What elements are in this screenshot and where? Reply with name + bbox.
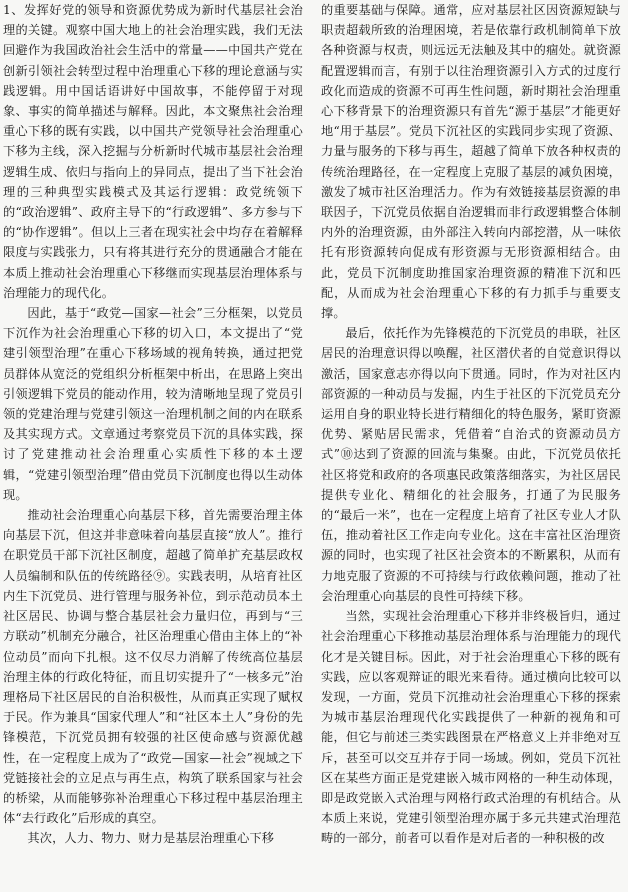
paragraph: 当然，实现社会治理重心下移并非终极旨归，通过社会治理重心下移推动基层治理体系与治理能力的现代化才是关键目标。因此，对于社会治理重心下移的既有实践，应以客观辩证的眼光来看待。通过横向比较可以发现，一方面，党员下沉推动社会治理重心下移的探索为城市基层治理现代化实践提供了一种新的视角和可能，但它与前述三类实践图景在严格意义上并非绝对互斥，甚至可以交互并存于同一场域。例如，党员下沉社区在某些方面正是党建嵌入城市网格的一种生动体现，即是政党嵌入式治理与网格行政式治理的有机结合。从本质上来说，党建引领型治理亦属于多元共建式治理范畴的一部分，前者可以看作是对后者的一种积极的改	[321, 609, 621, 846]
paragraph: 推动社会治理重心向基层下移，首先需要治理主体向基层下沉，但这并非意味着向基层直接“放人”。推行在职党员干部下沉社区制度，超越了简单扩充基层政权人员编制和队伍的传统路径⑨。实践表明，从培育社区内生下沉党员、进行管理与服务补位，到示范动员本土社区居民、协调与整合基层社会力量归位，再到与“三方联动”机制充分融合，社区治理重心借由主体上的“补位动员”而向下扎根。这不仅尽力消解了传统高位基层治理主体的行政化特征，而且切实提升了“一核多元”治理格局下社区居民的自治积极性，从而真正实现了赋权于民。作为兼具“国家代理人”和“社区本土人”身份的先锋模范，下沉党员拥有较强的社区使命感与资源优越性，在一定程度上成为了“政党—国家—社会”视域之下党链接社会的立足点与再生点，构筑了联系国家与社会的桥梁，从而能够弥补治理重心下移过程中基层治理主体“去行政化”后形成的真空。	[3, 508, 303, 826]
right-column	[321, 0, 621, 892]
paragraph: 1、发挥好党的领导和资源优势成为新时代基层社会治理的关键。观察中国大地上的社会治理实践，我们无法回避作为我国政治社会生活中的常量——中国共产党在创新引领社会转型过程中治理重心下移的理论意涵与实践逻辑。用中国话语讲好中国故事，不能停留于对现象、事实的简单描述与解释。因此，本文聚焦社会治理重心下移的既有实践，以中国共产党领导社会治理重心下移为主线，深入挖掘与分析新时代城市基层社会治理逻辑生成、依归与指向上的异同点，提出了当下社会治理的三种典型实践模式及其运行逻辑：政党统领下的“政治逻辑”、政府主导下的“行政逻辑”、多方参与下的“协作逻辑”。但以上三者在现实社会中均存在着解释限度与实践张力，只有将其进行充分的贯通融合才能在本质上推动社会治理重心下移继而实现基层治理体系与治理能力的现代化。	[3, 3, 303, 300]
paragraph: 最后，依托作为先锋模范的下沉党员的串联，社区居民的治理意识得以唤醒，社区潜伏者的自觉意识得以激活，国家意志亦得以向下贯通。同时，作为对社区内部资源的一种动员与发掘，内生于社区的下沉党员充分运用自身的职业特长进行精细化的特色服务，紧盯资源优势、紧贴居民需求，凭借着“自治式的资源动员方式”⑩达到了资源的回流与集聚。由此，下沉党员依托社区将党和政府的各项惠民政策落细落实，为社区居民提供专业化、精细化的社会服务，打通了为民服务的“最后一米”，也在一定程度上培育了社区专业人才队伍，推动着社区工作走向专业化。这在丰富社区治理资源的同时，也实现了社区社会资本的不断累积，从而有力地克服了资源的不可持续与行政依赖问题，推动了社会治理重心向基层的良性可持续下移。	[321, 326, 621, 603]
left-column	[3, 0, 303, 892]
paragraph: 其次，人力、物力、财力是基层治理重心下移	[27, 831, 275, 846]
paragraph: 的重要基础与保障。通常，应对基层社区因资源短缺与职责超载所致的治理困境，若是依靠行政机制简单下放各种资源与权责，则远远无法触及其中的痼处。就资源配置逻辑而言，有别于以往治理资源引入方式的过度行政化而造成的资源不可再生性问题，新时期社会治理重心下移背景下的治理资源只有首先“源于基层”才能更好地“用于基层”。党员下沉社区的实践同步实现了资源、力量与服务的下移与再生，超越了简单下放各种权责的传统治理路径，在一定程度上克服了基层的减负困境，激发了城市社区治理活力。作为有效链接基层资源的串联因子，下沉党员依据自治逻辑而非行政逻辑整合体制内外的治理资源，由外部注入转向内部挖潜，从一味依托有形资源转向促成有形资源与无形资源相结合。由此，党员下沉制度助推国家治理资源的精准下沉和匹配，从而成为社会治理重心下移的有力抓手与重要支撑。	[321, 3, 621, 321]
paragraph: 因此，基于“政党—国家—社会”三分框架，以党员下沉作为社会治理重心下移的切入口，本文提出了“党建引领型治理”在重心下移场域的视角转换，通过把党员群体从宽泛的党组织分析框架中析出，在思路上突出引领逻辑下党员的能动作用，较为清晰地呈现了党员引领的党建治理与党建引领这一治理机制之间的内在联系及其实现方式。文章通过考察党员下沉的具体实践，探讨了党建推动社会治理重心实质性下移的本土逻辑，“党建引领型治理”借由党员下沉制度也得以生动体现。	[3, 306, 303, 502]
